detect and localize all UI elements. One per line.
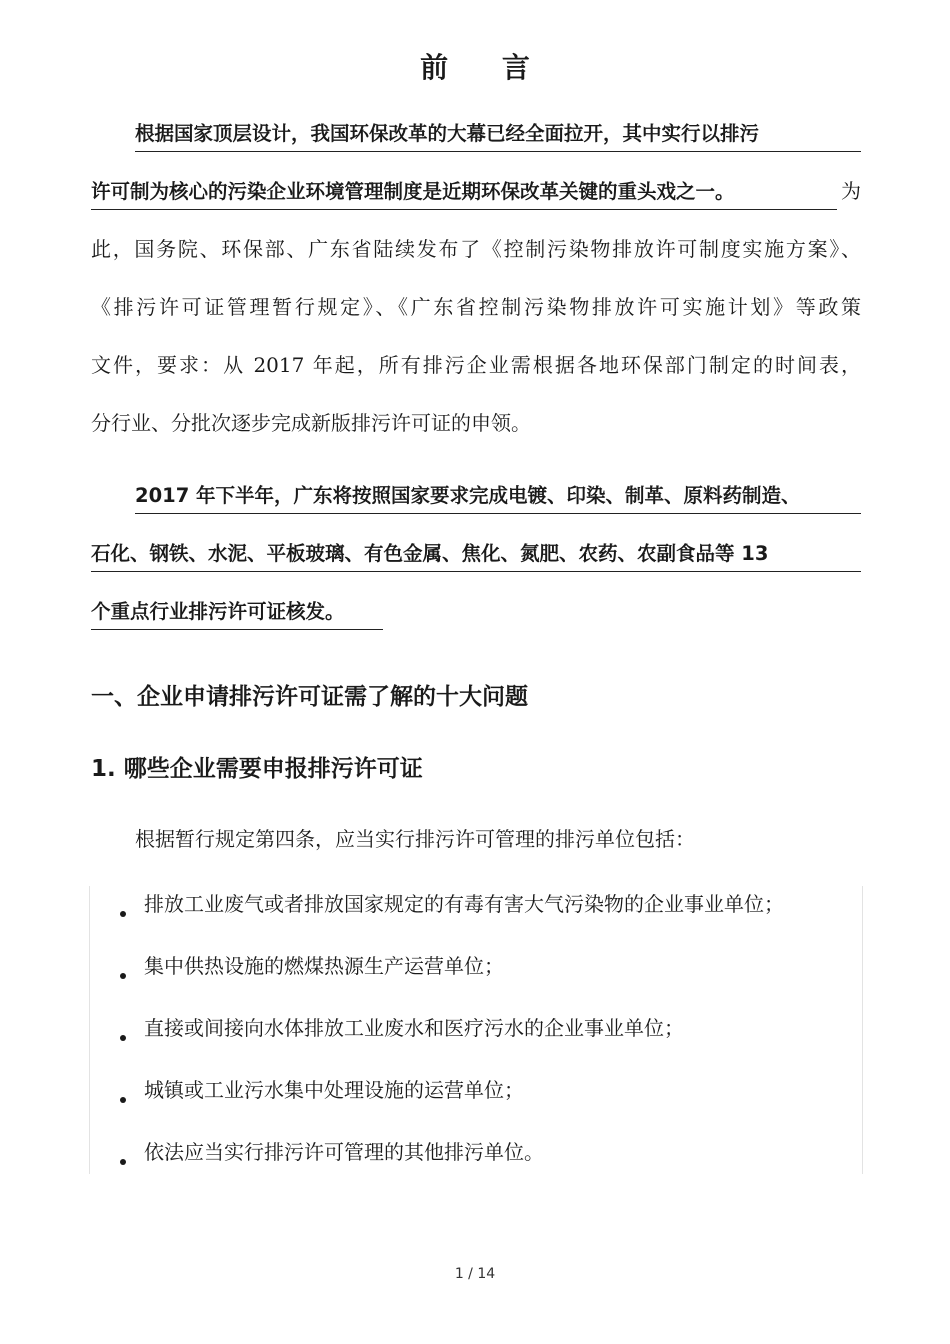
para1-line4: 《排污许可证管理暂行规定》、《广东省控制污染物排放许可实施计划》等政策 <box>91 295 861 319</box>
bullet-icon <box>120 973 126 979</box>
bullet-icon <box>120 1159 126 1165</box>
section-heading: 一、企业申请排污许可证需了解的十大问题 <box>91 684 528 710</box>
intro-text: 根据暂行规定第四条，应当实行排污许可管理的排污单位包括： <box>135 827 695 851</box>
para1-line6: 分行业、分批次逐步完成新版排污许可证的申领。 <box>91 411 531 435</box>
para2-line1 <box>135 480 861 514</box>
para2-line3-text: 个重点行业排污许可证核发。 <box>91 597 383 630</box>
para1-line3: 此，国务院、环保部、广东省陆续发布了《控制污染物排放许可制度实施方案》、 <box>91 237 861 261</box>
list-item: 直接或间接向水体排放工业废水和医疗污水的企业事业单位； <box>120 1012 684 1041</box>
para2-line2 <box>91 538 861 572</box>
para2-line1-text: 2017 年下半年，广东将按照国家要求完成电镀、印染、制革、原料药制造、 <box>135 481 861 514</box>
list-item: 依法应当实行排污许可管理的其他排污单位。 <box>120 1136 544 1165</box>
para2-line2-text: 石化、钢铁、水泥、平板玻璃、有色金属、焦化、氮肥、农药、农副食品等 13 <box>91 539 861 572</box>
para1-line1-text: 根据国家顶层设计，我国环保改革的大幕已经全面拉开，其中实行以排污 <box>135 119 861 152</box>
bullet-icon <box>120 1097 126 1103</box>
bullet-icon <box>120 1035 126 1041</box>
para2-line3 <box>91 596 861 630</box>
para1-line2-tail: 为 <box>841 179 861 203</box>
bullet-icon <box>120 911 126 917</box>
page-title: 前 言 <box>420 51 552 84</box>
para1-line1 <box>135 118 861 152</box>
para1-line2 <box>91 176 861 210</box>
list-item: 城镇或工业污水集中处理设施的运营单位； <box>120 1074 524 1103</box>
list-item: 排放工业废气或者排放国家规定的有毒有害大气污染物的企业事业单位； <box>120 888 784 917</box>
page-number: 1 / 14 <box>454 1266 496 1282</box>
para1-line2-bold: 许可制为核心的污染企业环境管理制度是近期环保改革关键的重头戏之一。 <box>91 177 837 210</box>
para1-line5: 文件，要求：从 2017 年起，所有排污企业需根据各地环保部门制定的时间表， <box>91 353 861 377</box>
question-heading: 1. 哪些企业需要申报排污许可证 <box>91 756 423 782</box>
list-item: 集中供热设施的燃煤热源生产运营单位； <box>120 950 504 979</box>
